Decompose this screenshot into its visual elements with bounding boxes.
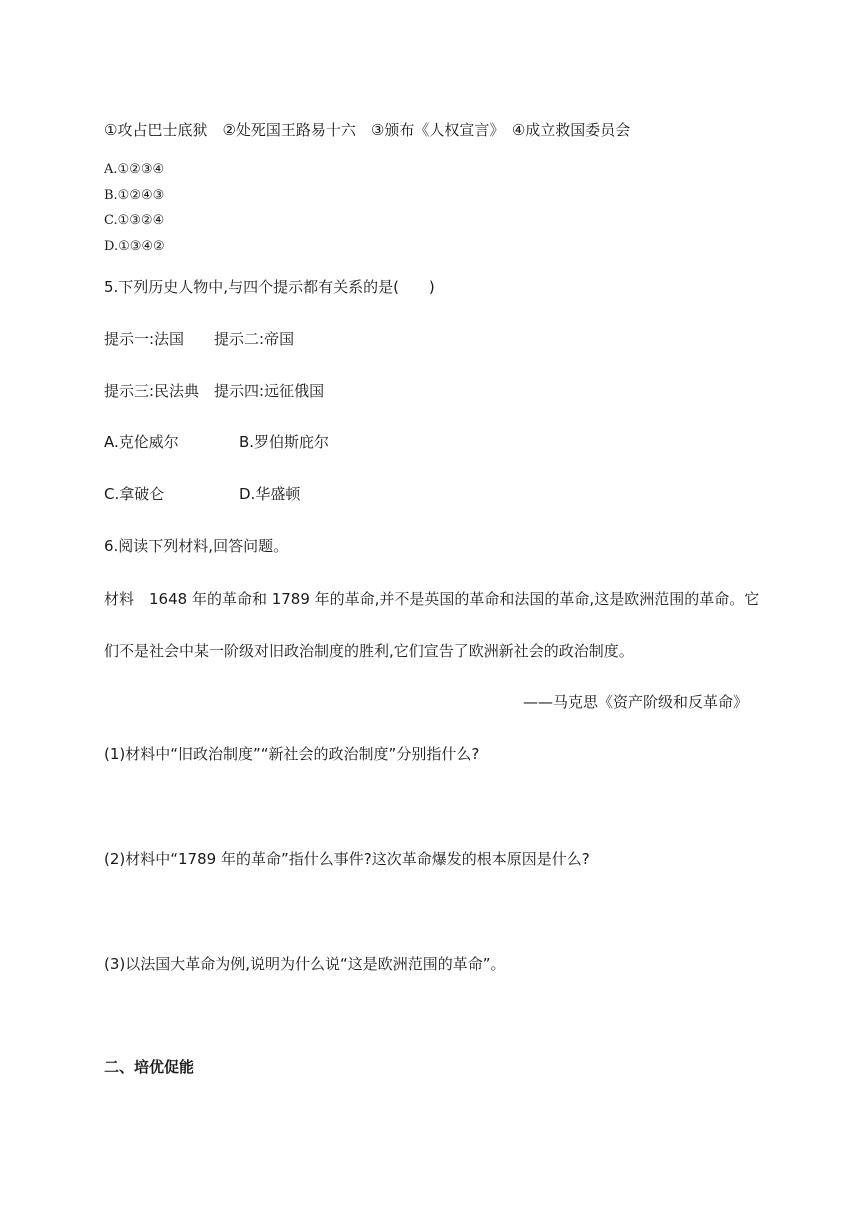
q5-option-d: D.华盛顿 xyxy=(239,485,301,503)
q5-option-c: C.拿破仑 xyxy=(104,485,165,503)
q5-option-b: B.罗伯斯庇尔 xyxy=(239,433,330,451)
q6-source-citation: ——马克思《资产阶级和反革命》 xyxy=(522,693,748,711)
q5-hint-line-1: 提示一:法国 提示二:帝国 xyxy=(104,330,295,348)
q6-material-line-1: 材料 1648 年的革命和 1789 年的革命,并不是英国的革命和法国的革命,这是欧洲范围的革命。它 xyxy=(104,590,760,608)
q5-hint-line-2: 提示三:民法典 提示四:远征俄国 xyxy=(104,382,325,400)
q6-material-line-2: 们不是社会中某一阶级对旧政治制度的胜利,它们宣告了欧洲新社会的政治制度。 xyxy=(104,642,634,660)
q6-subquestion-2: (2)材料中“1789 年的革命”指什么事件?这次革命爆发的根本原因是什么? xyxy=(104,850,590,868)
q4-items-line: ①攻占巴士底狱 ②处死国王路易十六 ③颁布《人权宣言》 ④成立救国委员会 xyxy=(104,121,631,139)
q6-subquestion-1: (1)材料中“旧政治制度”“新社会的政治制度”分别指什么? xyxy=(104,745,480,763)
q4-option-b: B.①②④③ xyxy=(104,188,165,203)
q4-option-d: D.①③④② xyxy=(104,239,165,254)
q6-stem: 6.阅读下列材料,回答问题。 xyxy=(104,537,289,555)
q4-option-a: A.①②③④ xyxy=(104,162,165,177)
q6-subquestion-3: (3)以法国大革命为例,说明为什么说“这是欧洲范围的革命”。 xyxy=(104,955,506,973)
q5-stem: 5.下列历史人物中,与四个提示都有关系的是( ) xyxy=(104,278,435,296)
q4-option-c: C.①③②④ xyxy=(104,213,165,228)
section-heading: 二、培优促能 xyxy=(104,1058,195,1076)
q5-option-a: A.克伦威尔 xyxy=(104,433,179,451)
